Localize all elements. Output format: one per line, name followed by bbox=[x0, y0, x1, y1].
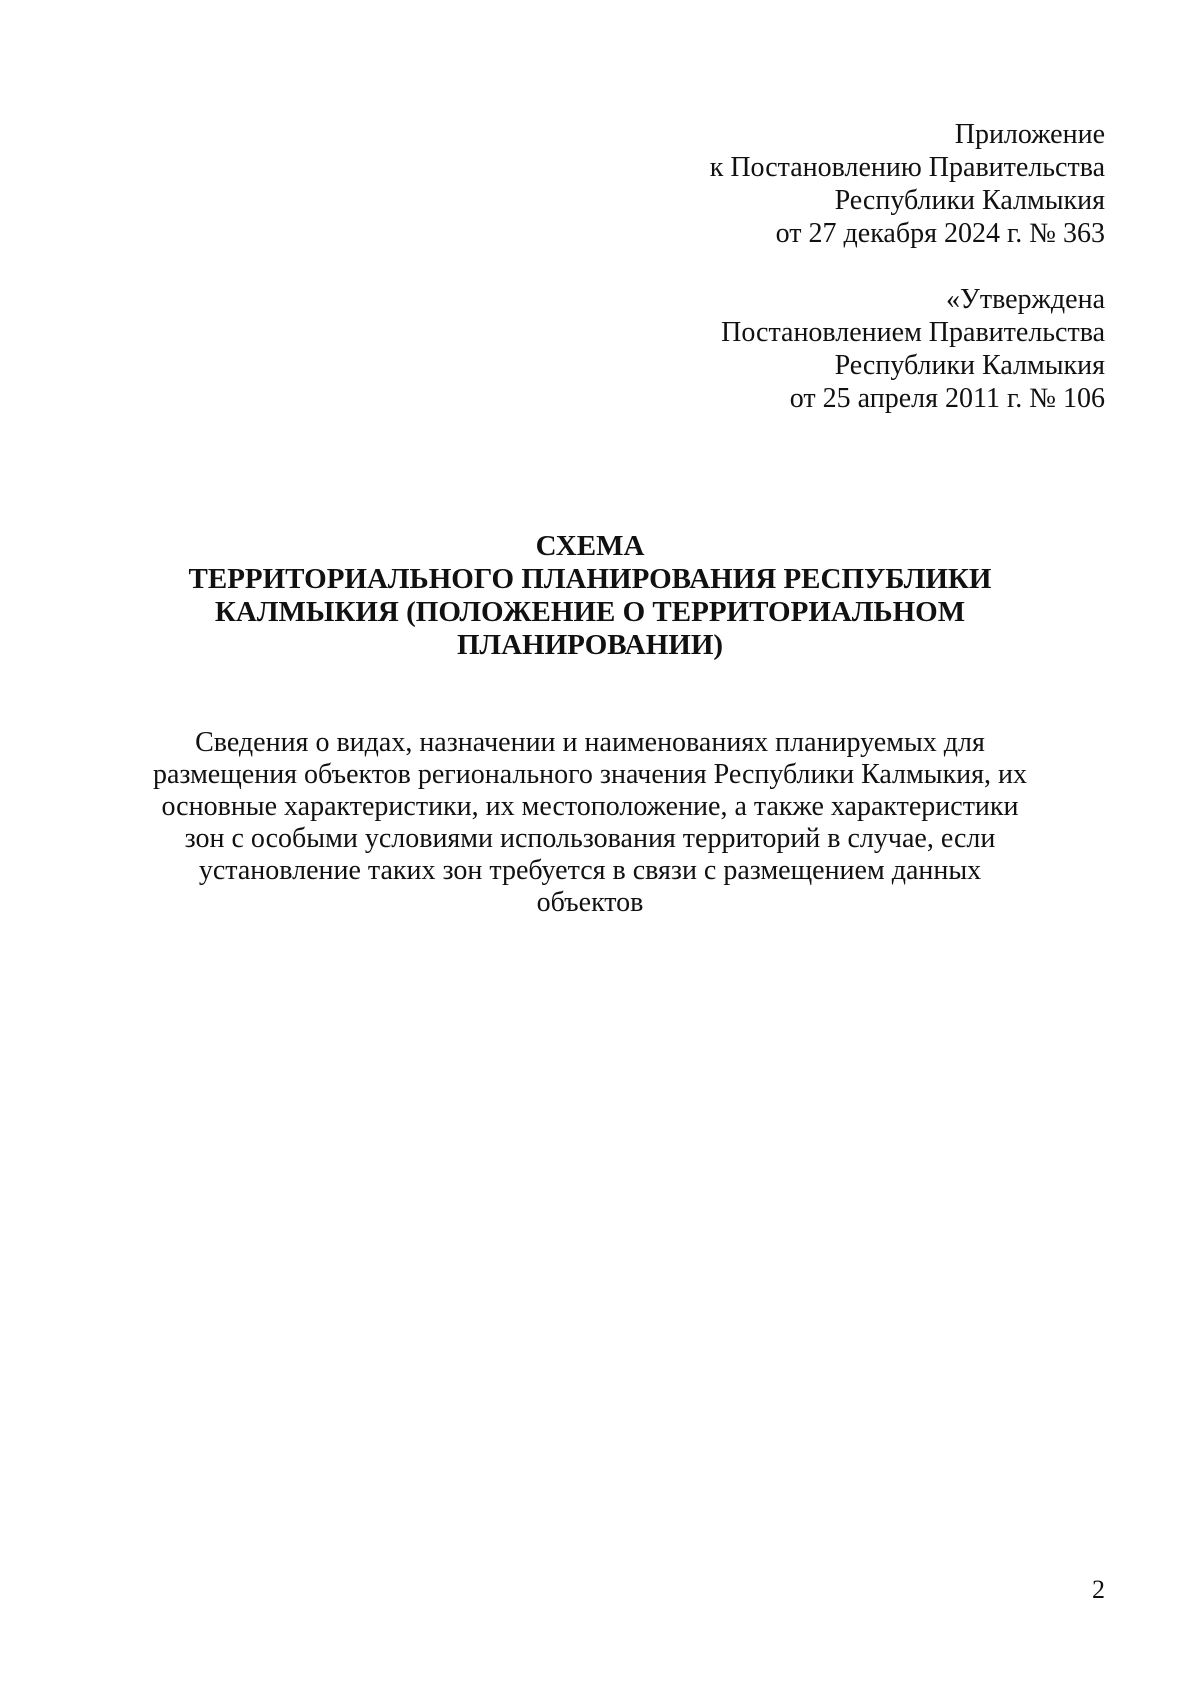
appendix-reference bbox=[505, 118, 1105, 250]
subtitle-line: зон с особыми условиями использования территорий в случае, если bbox=[184, 823, 996, 854]
document-subtitle bbox=[120, 727, 1060, 919]
approval-line: Постановлением Правительства bbox=[721, 317, 1105, 348]
document-title bbox=[140, 530, 1040, 662]
title-line: СХЕМА bbox=[535, 530, 645, 562]
approval-line: Республики Калмыкия bbox=[834, 350, 1105, 381]
approval-line: «Утверждена bbox=[946, 284, 1105, 315]
approval-reference bbox=[505, 283, 1105, 415]
title-line: КАЛМЫКИЯ (ПОЛОЖЕНИЕ О ТЕРРИТОРИАЛЬНОМ bbox=[214, 596, 966, 628]
subtitle-line: установление таких зон требуется в связи с размещением данных bbox=[198, 855, 982, 886]
appendix-line: к Постановлению Правительства bbox=[709, 152, 1105, 183]
approval-line: от 25 апреля 2011 г. № 106 bbox=[789, 383, 1105, 414]
appendix-line: Приложение bbox=[954, 119, 1105, 150]
subtitle-line: объектов bbox=[536, 887, 644, 918]
appendix-line: Республики Калмыкия bbox=[834, 185, 1105, 216]
title-line: ТЕРРИТОРИАЛЬНОГО ПЛАНИРОВАНИЯ РЕСПУБЛИКИ bbox=[188, 563, 992, 595]
page-number: 2 bbox=[1092, 1575, 1105, 1604]
appendix-line: от 27 декабря 2024 г. № 363 bbox=[775, 218, 1105, 249]
title-line: ПЛАНИРОВАНИИ) bbox=[456, 629, 724, 661]
subtitle-line: основные характеристики, их местоположение, а также характеристики bbox=[161, 791, 1019, 822]
subtitle-line: размещения объектов регионального значения Республики Калмыкия, их bbox=[152, 759, 1028, 790]
subtitle-line: Сведения о видах, назначении и наименованиях планируемых для bbox=[195, 727, 985, 758]
